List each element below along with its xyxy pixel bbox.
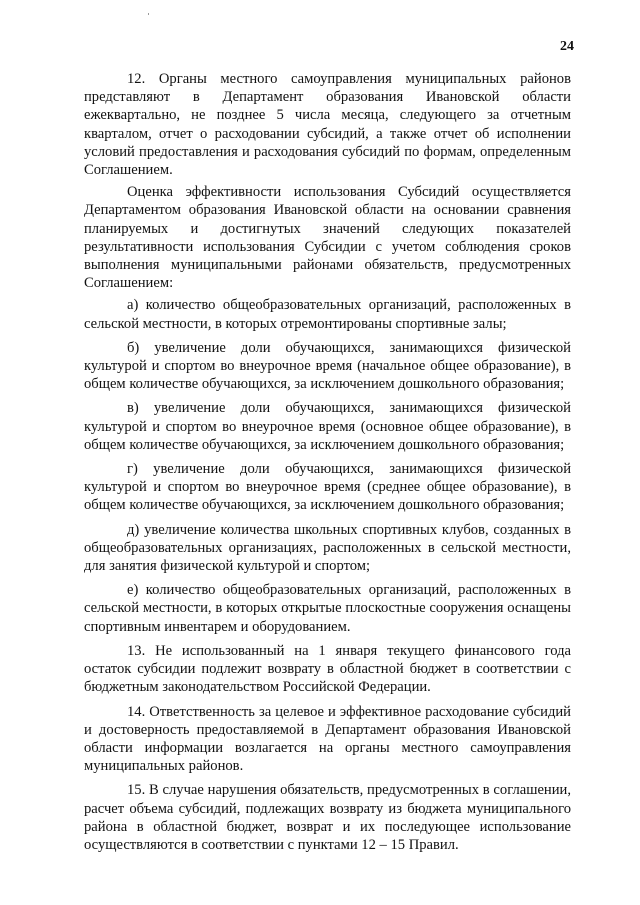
page-number: 24 bbox=[560, 39, 574, 54]
indicator-a: а) количество общеобразовательных организаций, расположенных в сельской местности, в которых отремонтированы спортивные залы; bbox=[84, 297, 571, 332]
document-body bbox=[84, 70, 571, 860]
paragraph-12-reporting: 12. Органы местного самоуправления муниципальных районов представляют в Департамент образования Ивановской области ежеквартально, не позднее 5 числа месяца, следующего за отчетным кварталом, отчет о расходовании субсидий, а также отчет об исполнении условий предоставления и расходования субсидий по формам, определенным Соглашением. bbox=[84, 71, 571, 179]
scan-speck bbox=[148, 13, 149, 15]
paragraph-13-unused-balance: 13. Не использованный на 1 января текущего финансового года остаток субсидии подлежит возврату в областной бюджет в соответствии с бюджетным законодательством Российской Федерации. bbox=[84, 642, 571, 696]
indicator-d: д) увеличение количества школьных спортивных клубов, созданных в общеобразовательных организациях, расположенных в сельской местности, для занятия физической культурой и спортом; bbox=[84, 521, 571, 575]
paragraph-14-responsibility: 14. Ответственность за целевое и эффективное расходование субсидий и достоверность предоставляемой в Департамент образования Ивановской области информации возлагается на органы местного самоуправления муниципальных районов. bbox=[84, 703, 571, 775]
paragraph-efficiency-assessment: Оценка эффективности использования Субсидий осуществляется Департаментом образования Ивановской области на основании сравнения планируемых и достигнутых значений следующих показателей результативности использования Субсидии с учетом соблюдения сроков выполнения муниципальными районами обязательств, предусмотренных Соглашением: bbox=[84, 184, 571, 292]
paragraph-15-violations: 15. В случае нарушения обязательств, предусмотренных в соглашении, расчет объема субсидий, подлежащих возврату из бюджета муниципального района в областной бюджет, возврат и их последующее использование осуществляются в соответствии с пунктами 12 – 15 Правил. bbox=[84, 782, 571, 853]
indicator-v: в) увеличение доли обучающихся, занимающихся физической культурой и спортом во внеурочное время (основное общее образование), в общем количестве обучающихся, за исключением дошкольного образования; bbox=[84, 400, 571, 453]
indicator-b: б) увеличение доли обучающихся, занимающихся физической культурой и спортом во внеурочное время (начальное общее образование), в общем количестве обучающихся, за исключением дошкольного образования; bbox=[84, 339, 571, 393]
indicator-e: е) количество общеобразовательных организаций, расположенных в сельской местности, в которых открытые плоскостные сооружения оснащены спортивным инвентарем и оборудованием. bbox=[84, 582, 571, 635]
indicator-g: г) увеличение доли обучающихся, занимающихся физической культурой и спортом во внеурочное время (среднее общее образование), в общем количестве обучающихся, за исключением дошкольного образования; bbox=[84, 461, 571, 514]
